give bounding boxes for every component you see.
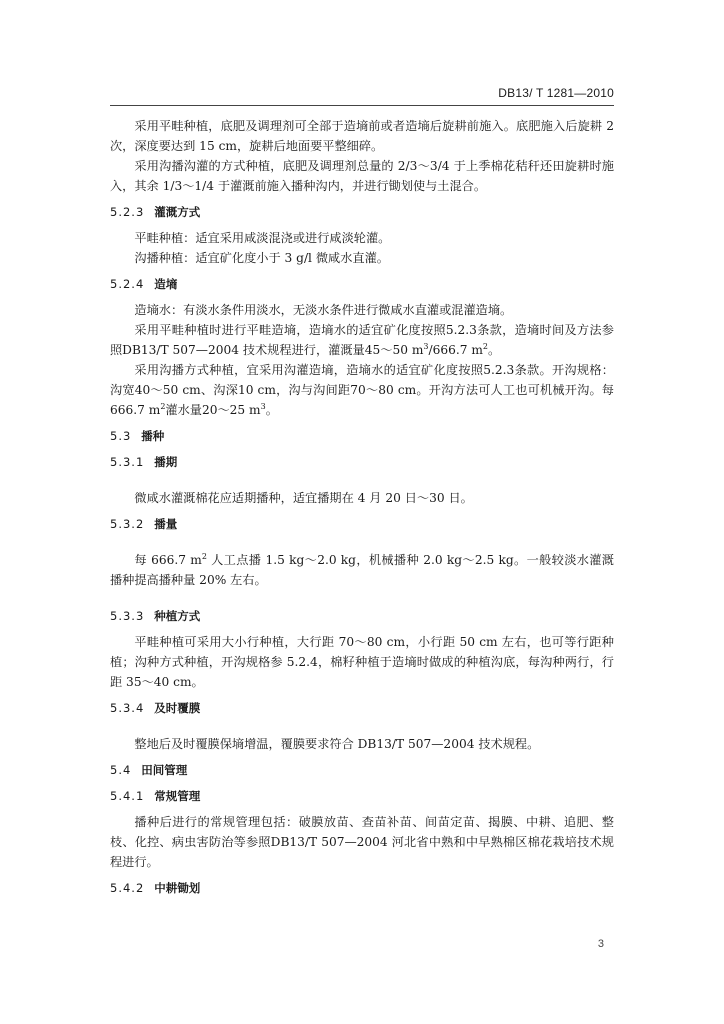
section-title: 造墒	[154, 277, 178, 291]
superscript: 2	[160, 401, 166, 411]
section-heading-5-4-2	[110, 878, 614, 898]
section-number: 5.3.3	[110, 609, 145, 623]
section-heading-5-4	[110, 760, 614, 780]
section-title: 及时覆膜	[154, 701, 201, 715]
section-heading-5-3-2	[110, 514, 614, 534]
section-title: 田间管理	[141, 763, 188, 777]
paragraph: 微咸水灌溉棉花应适期播种，适宜播期在 4 月 20 日～30 日。	[134, 491, 473, 505]
superscript: 3	[260, 401, 266, 411]
section-title: 灌溉方式	[154, 205, 201, 219]
section-number: 5.3	[110, 429, 132, 443]
section-heading-5-2-4	[110, 274, 614, 294]
superscript: 2	[201, 551, 207, 561]
section-title: 常规管理	[154, 789, 201, 803]
section-number: 5.2.4	[110, 277, 145, 291]
section-number: 5.4.2	[110, 881, 145, 895]
section-title: 中耕锄划	[154, 881, 201, 895]
section-title: 播量	[154, 517, 178, 531]
section-number: 5.3.1	[110, 455, 145, 469]
paragraph	[110, 550, 614, 590]
paragraph: 采用平畦种植，底肥及调理剂可全部于造墒前或者造墒后旋耕前施入。底肥施入后旋耕 2 次，深度要达到 15 cm，旋耕后地面要平整细碎。	[110, 119, 614, 153]
text-run: 每 666.7 m	[134, 553, 202, 567]
section-number: 5.2.3	[110, 205, 145, 219]
text-run: /666.7 m	[428, 343, 483, 357]
text-run: 采用沟播方式种植，宜采用沟灌造墒，造墒水的适宜矿化度按照5.2.3条款。开沟规格：沟宽40～50 cm、沟深10 cm，沟与沟间距70～80 cm。开沟方法可人工也可机械开沟。每666.7 m	[110, 363, 614, 417]
section-number: 5.4.1	[110, 789, 145, 803]
section-number: 5.3.2	[110, 517, 145, 531]
text-run: 灌水量20～25 m	[165, 403, 261, 417]
page-number: 3	[597, 938, 604, 950]
section-heading-5-4-1	[110, 786, 614, 806]
document-code: DB13/ T 1281—2010	[498, 86, 614, 100]
paragraph: 整地后及时覆膜保墒增温，覆膜要求符合 DB13/T 507—2004 技术规程。	[134, 737, 540, 751]
section-title: 播种	[141, 429, 165, 443]
text-run: 采用平畦种植时进行平畦造墒，造墒水的适宜矿化度按照5.2.3条款，造墒时间及方法参照DB13/T 507—2004 技术规程进行，灌溉量45～50 m	[110, 323, 614, 357]
document-body	[110, 116, 614, 904]
section-heading-5-2-3	[110, 202, 614, 222]
superscript: 3	[423, 341, 429, 351]
paragraph: 造墒水：有淡水条件用淡水，无淡水条件进行微咸水直灌或混灌造墒。	[134, 303, 513, 317]
paragraph: 采用沟播沟灌的方式种植，底肥及调理剂总量的 2/3～3/4 于上季棉花秸秆还田旋耕时施入，其余 1/3～1/4 于灌溉前施入播种沟内，并进行锄划使与土混合。	[110, 159, 614, 193]
section-heading-5-3-4	[110, 698, 614, 718]
text-run: 。	[488, 343, 501, 357]
paragraph	[110, 320, 614, 360]
superscript: 2	[482, 341, 489, 351]
section-title: 播期	[154, 455, 178, 469]
section-number: 5.4	[110, 763, 132, 777]
section-title: 种植方式	[154, 609, 201, 623]
text-run: 人工点播 1.5 kg～2.0 kg，机械播种 2.0 kg～2.5 kg。一般较淡水灌溉播种提高播种量 20% 左右。	[110, 553, 614, 587]
section-number: 5.3.4	[110, 701, 145, 715]
header-rule	[110, 105, 614, 106]
paragraph	[110, 360, 614, 420]
paragraph: 平畦种植可采用大小行种植，大行距 70～80 cm，小行距 50 cm 左右，也可等行距种植；沟种方式种植，开沟规格参 5.2.4，棉籽种植于造墒时做成的种植沟底，每沟种两行，行距 35～40 cm。	[110, 635, 614, 689]
paragraph: 沟播种植：适宜矿化度小于 3 g/l 微咸水直灌。	[134, 251, 389, 265]
section-heading-5-3-3	[110, 606, 614, 626]
text-run: 。	[265, 403, 278, 417]
paragraph: 播种后进行的常规管理包括：破膜放苗、查苗补苗、间苗定苗、揭膜、中耕、追肥、整枝、化控、病虫害防治等参照DB13/T 507—2004 河北省中熟和中早熟棉区棉花栽培技术规程进行。	[110, 815, 614, 869]
paragraph: 平畦种植：适宜采用咸淡混浇或进行咸淡轮灌。	[134, 231, 391, 245]
section-heading-5-3-1	[110, 452, 614, 472]
section-heading-5-3	[110, 426, 614, 446]
